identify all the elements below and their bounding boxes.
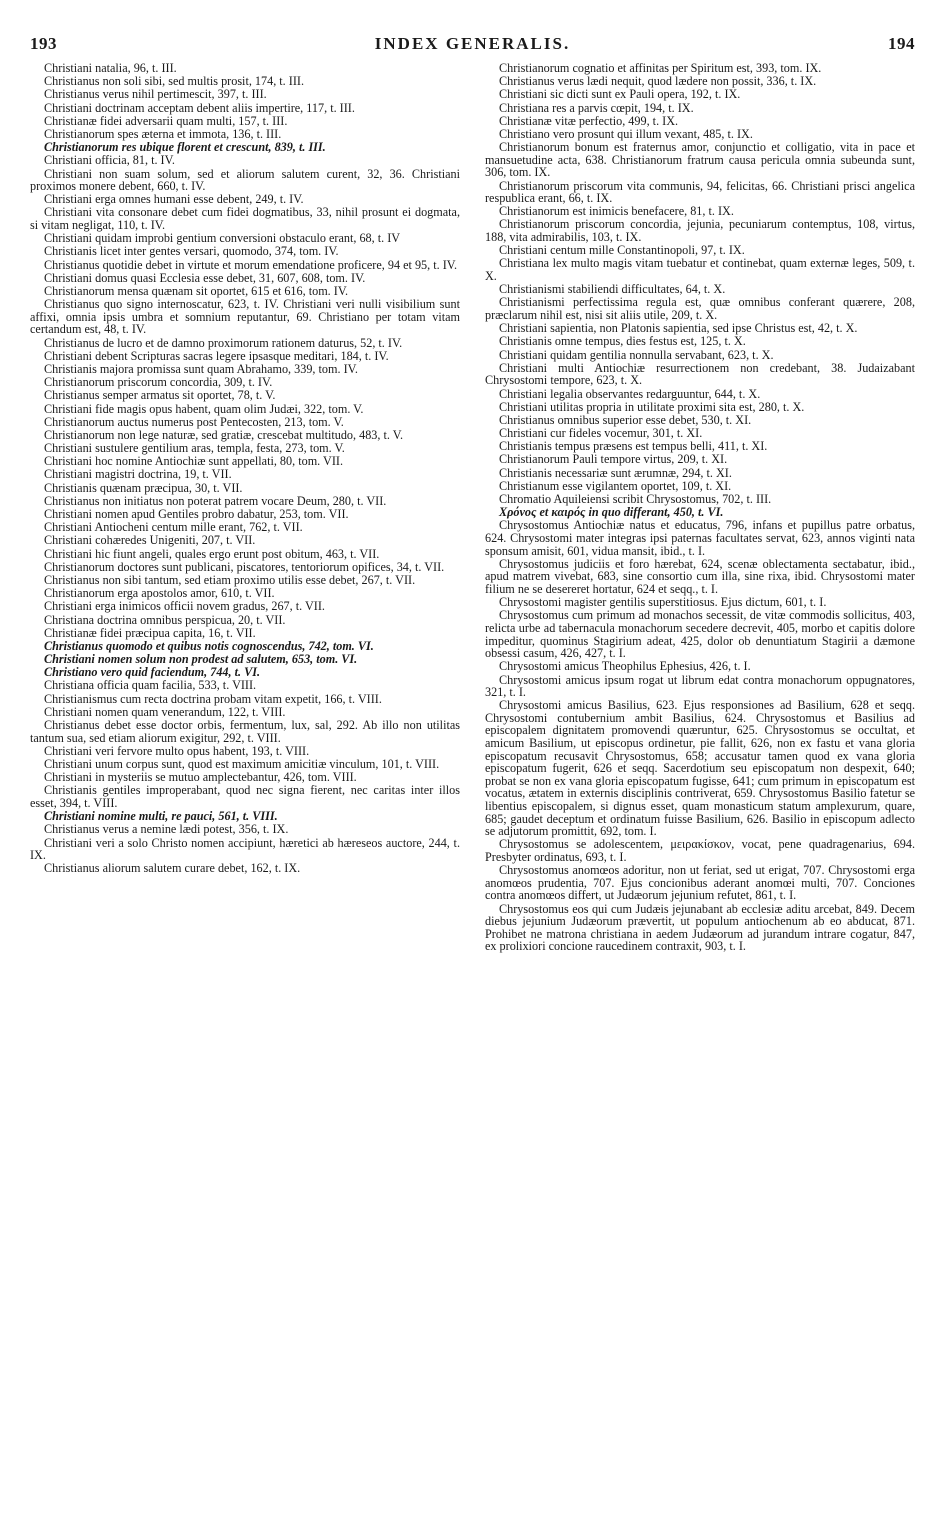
index-entry: Christiani cur fideles vocemur, 301, t. XI. <box>499 426 703 441</box>
index-entry: Christiano vero prosunt qui illum vexant, 485, t. IX. <box>499 126 753 141</box>
index-entry: Chrysostomus anomœos adoritur, non ut feriat, sed ut erigat, 707. Chrysostomi erga anomœos prudentia, 707. Ejus concionibus aderant anomœi multi, 707. Conciones contra anomœos differt, ut Judæorum jejunium refutet, 861, t. I. <box>485 863 915 903</box>
index-entry: Christianorum non lege naturæ, sed gratiæ, crescebat multitudo, 483, t. V. <box>44 427 404 442</box>
index-entry: Christianus quomodo et quibus notis cognoscendus, 742, tom. VI. <box>44 638 374 653</box>
index-entry: Christiani officia, 81, t. IV. <box>44 153 175 168</box>
index-entry: Christianorum priscorum concordia, 309, t. IV. <box>44 375 273 390</box>
index-entry: Χρόνος et καιρός in quo differant, 450, t. VI. <box>499 505 724 520</box>
index-entry: Christianus verus a nemine lædi potest, 356, t. IX. <box>44 822 289 837</box>
index-entry: Christianorum spes æterna et immota, 136, t. III. <box>44 126 282 141</box>
index-entry: Christiani natalia, 96, t. III. <box>44 61 177 75</box>
index-entry: Christiani legalia observantes redarguuntur, 644, t. X. <box>499 386 761 401</box>
index-entry: Christiani sapientia, non Platonis sapientia, sed ipse Christus est, 42, t. X. <box>499 321 858 336</box>
index-entry: Chrysostomi amicus Theophilus Ephesius, 426, t. I. <box>499 659 751 674</box>
index-entry: Christiani nomine multi, re pauci, 561, t. VIII. <box>44 809 278 824</box>
index-entry: Chrysostomi magister gentilis superstitiosus. Ejus dictum, 601, t. I. <box>499 595 827 610</box>
index-entry: Christiani erga inimicos officii novem gradus, 267, t. VII. <box>44 599 325 614</box>
index-entry: Christiani hic fiunt angeli, quales ergo erunt post obitum, 463, t. VII. <box>44 546 380 561</box>
index-entry: Christiani fide magis opus habent, quam olim Judæi, 322, tom. V. <box>44 401 364 416</box>
index-entry: Chromatio Aquileiensi scribit Chrysostomus, 702, t. III. <box>499 492 772 507</box>
index-entry: Christianæ vitæ perfectio, 499, t. IX. <box>499 113 679 128</box>
index-entry: Christiani sustulere gentilium aras, templa, festa, 273, tom. V. <box>44 441 345 456</box>
index-entry: Christianis quænam præcipua, 30, t. VII. <box>44 480 243 495</box>
index-entry: Christiani vita consonare debet cum fidei dogmatibus, 33, nihil prosunt ei dogmata, si vitam negligat, 110, t. IV. <box>30 205 460 233</box>
index-entry: Christianis omne tempus, dies festus est, 125, t. X. <box>499 334 746 349</box>
index-entry: Christianus quo signo internoscatur, 623, t. IV. Christiani veri nulli visibilium sunt affixi, omnia ipsis umbra et somnium reputantur, 69. Christiano per totam vitam certandum est, 48, t. IV. <box>30 297 460 337</box>
index-entry: Christianæ fidei adversarii quam multi, 157, t. III. <box>44 113 288 128</box>
index-entry: Christianus quotidie debet in virtute et morum emendatione proficere, 94 et 95, t. IV. <box>44 257 458 272</box>
index-entry: Christiani quidam gentilia nonnulla servabant, 623, t. X. <box>499 347 774 362</box>
index-entry: Christianorum erga apostolos amor, 610, t. VII. <box>44 586 275 601</box>
index-entry: Christiani unum corpus sunt, quod est maximum amicitiæ vinculum, 101, t. VIII. <box>44 756 440 771</box>
index-entry: Christianus de lucro et de damno proximorum rationem daturus, 52, t. IV. <box>44 335 403 350</box>
index-entry: Christianus non soli sibi, sed multis prosit, 174, t. III. <box>44 74 305 89</box>
index-entry: Christiana officia quam facilia, 533, t. VIII. <box>44 678 257 693</box>
index-entry: Christianum esse vigilantem oportet, 109, t. XI. <box>499 478 732 493</box>
index-entry: Christiani non suam solum, sed et aliorum salutem curent, 32, 36. Christiani proximos monere debent, 660, t. IV. <box>30 166 460 194</box>
index-entry: Christiani in mysteriis se mutuo amplectebantur, 426, tom. VIII. <box>44 770 357 785</box>
index-entry: Christianæ fidei præcipua capita, 16, t. VII. <box>44 625 256 640</box>
index-entry: Christianus verus nihil pertimescit, 397, t. III. <box>44 87 267 102</box>
index-entry: Christianus omnibus superior esse debet, 530, t. XI. <box>499 412 752 427</box>
index-entry: Christiani veri fervore multo opus habent, 193, t. VIII. <box>44 743 310 758</box>
index-entry: Christianorum auctus numerus post Pentecosten, 213, tom. V. <box>44 414 344 429</box>
index-entry: Christiani magistri doctrina, 19, t. VII. <box>44 467 232 482</box>
index-entry: Christiani nomen solum non prodest ad salutem, 653, tom. VI. <box>44 652 358 667</box>
index-entry: Christianorum est inimicis benefacere, 81, t. IX. <box>499 204 734 219</box>
right-column <box>485 62 915 954</box>
index-entry: Christiani hoc nomine Antiochiæ sunt appellati, 80, tom. VII. <box>44 454 344 469</box>
index-entry: Christiani domus quasi Ecclesia esse debet, 31, 607, 608, tom. IV. <box>44 270 366 285</box>
left-column <box>30 62 460 954</box>
index-entry: Christiani erga omnes humani esse debent, 249, t. IV. <box>44 192 304 207</box>
index-entry: Chrysostomi amicus ipsum rogat ut librum edat contra monachorum oppugnatores, 321, t. I. <box>485 672 915 700</box>
index-entry: Christianis tempus præsens est tempus belli, 411, t. XI. <box>499 439 768 454</box>
page-number-left: 193 <box>30 34 57 53</box>
index-entry: Christianus debet esse doctor orbis, fermentum, lux, sal, 292. Ab illo non utilitas tantum sua, sed etiam aliorum exigitur, 292, t. VIII. <box>30 718 460 745</box>
index-entry: Christianus aliorum salutem curare debet, 162, t. IX. <box>44 861 301 876</box>
index-entry: Christianis majora promissa sunt quam Abrahamo, 339, tom. IV. <box>44 361 358 376</box>
index-entry: Christiani doctrinam acceptam debent aliis impertire, 117, t. III. <box>44 100 355 115</box>
index-entry: Christianus verus lædi nequit, quod lædere non possit, 336, t. IX. <box>499 74 817 89</box>
index-entry: Christianis gentiles improperabant, quod nec signa fierent, nec caritas inter illos esset, 394, t. VIII. <box>30 783 460 810</box>
index-entry: Christiani cohæredes Unigeniti, 207, t. VII. <box>44 533 256 548</box>
page-number-right: 194 <box>888 34 915 53</box>
index-entry: Christianorum res ubique florent et crescunt, 839, t. III. <box>44 140 326 155</box>
index-entry: Christiani debent Scripturas sacras legere ipsasque meditari, 184, t. IV. <box>44 348 389 363</box>
index-entry: Christianorum Pauli tempore virtus, 209, t. XI. <box>499 452 728 467</box>
index-entry: Christiani nomen apud Gentiles probro dabatur, 253, tom. VII. <box>44 507 349 521</box>
index-entry: Christiana res a parvis cœpit, 194, t. IX. <box>499 100 694 115</box>
index-entry: Chrysostomi amicus Basilius, 623. Ejus responsiones ad Basilium, 628 et seqq. Chrysostomi contubernium ambit Basilius, 624. Chrysostomus et Basilius ad episcopalem dignitatem promovendi quæruntur, 625. Chrysostomus se occultat, et amicum Basilium, ut episcopus ordinetur, pie fallit, 626, non ex fastu et vana gloria episcopatum recusavit Chrysostomus, 658; accusatur tamen quod ex vana gloria episcopatum fugerit, 626 et seqq. Sacerdotium seu episcopatum non despexit, 640; probat se non ex vana gloria episcopatum fugisse, 641; cum primum in episcopatum est vocatus, ætatem in externis disciplinis contriverat, 659. Chrysostomus Basilio fatetur se libentius episcopalem, si dignus esset, quam monasticum statum amplexurum, quare, 685; gaudet deceptum et ordinatum fuisse Basilium, 626. Basilio in episcopum adlecto se adjutorum promittit, 692, tom. I. <box>485 698 915 839</box>
index-entry: Chrysostomus se adolescentem, μειρακίσκον, vocat, pene quadragenarius, 694. Presbyter ordinatus, 693, t. I. <box>485 837 915 864</box>
index-entry: Christiani multi Antiochiæ resurrectionem non credebant, 38. Judaizabant Chrysostomi tempore, 623, t. X. <box>485 360 915 388</box>
index-entry: Christiani veri a solo Christo nomen accipiunt, hæretici ab hæreseos auctore, 244, t. IX. <box>30 835 460 863</box>
index-entry: Christiana doctrina omnibus perspicua, 20, t. VII. <box>44 612 286 627</box>
index-entry: Chrysostomus judiciis et foro hærebat, 624, scenæ oblectamenta sectabatur, ibid., apud matrem vivebat, 683, sine consortio cum illa, sine rixa, ibid. Chrysostomi mater filium ne se desereret hortatur, 624 et seqq., t. I. <box>485 556 915 596</box>
index-entry: Christianismi perfectissima regula est, quæ omnibus conferant quærere, 208, præclarum nihil est, nisi sit aliis utile, 209, t. X. <box>485 295 915 322</box>
index-entry: Christianismi stabiliendi difficultates, 64, t. X. <box>499 282 726 297</box>
index-entry: Christiani centum mille Constantinopoli, 97, t. IX. <box>499 243 745 258</box>
running-head <box>30 0 915 62</box>
index-entry: Christianus non initiatus non poterat patrem vocare Deum, 280, t. VII. <box>44 493 387 508</box>
index-entry: Christianorum cognatio et affinitas per Spiritum est, 393, tom. IX. <box>499 61 822 75</box>
page-title: INDEX GENERALIS. <box>374 34 571 53</box>
index-entry: Christianorum doctores sunt publicani, piscatores, tentoriorum opifices, 34, t. VII. <box>44 559 445 574</box>
index-entry: Chrysostomus cum primum ad monachos secessit, de vitæ commodis sollicitus, 403, relicta urbe ad tabernacula monachorum secedere decrevit, 405, morbo et capitis dolore impeditur, quominus Stagirium adeat, 425, dolor ob denuntiatum Stagirii a dæmone obsessi casum, 426, 427, t. I. <box>485 608 915 661</box>
index-entry: Christiano vero quid faciendum, 744, t. VI. <box>44 665 261 680</box>
index-entry: Chrysostomus Antiochiæ natus et educatus, 796, infans et pupillus patre orbatus, 624. Chrysostomi mater integras ipsi paternas facultates servat, 623, annos viginti nata sponsum amisit, 601, vidua mansit, ibid., t. I. <box>485 518 915 558</box>
index-entry: Christianus semper armatus sit oportet, 78, t. V. <box>44 388 276 403</box>
index-entry: Christiani sic dicti sunt ex Pauli opera, 192, t. IX. <box>499 87 741 102</box>
index-entry: Christiana lex multo magis vitam tuebatur et continebat, quam externæ leges, 509, t. X. <box>485 256 915 284</box>
index-entry: Christianis necessariæ sunt ærumnæ, 294, t. XI. <box>499 465 732 480</box>
index-entry: Christianorum mensa quænam sit oportet, 615 et 616, tom. IV. <box>44 284 349 298</box>
index-entry: Christiani Antiocheni centum mille erant, 762, t. VII. <box>44 520 303 535</box>
index-entry: Christiani quidam improbi gentium conversioni obstaculo erant, 68, t. IV <box>44 231 401 246</box>
index-entry: Christianismus cum recta doctrina probam vitam expetit, 166, t. VIII. <box>44 691 382 706</box>
index-entry: Christianorum bonum est fraternus amor, conjunctio et colligatio, vita in pace et mansuetudine acta, 638. Christianorum fratrum causa pericula omnia subeunda sunt, 306, tom. IX. <box>485 140 915 180</box>
index-entry: Chrysostomus eos qui cum Judæis jejunabant ab ecclesiæ aditu arcebat, 849. Decem diebus jejunium Judæorum prævertit, ut populum antiochenum ab eo abducat, 871. Prohibet ne matrona christiana in aedem Judæorum ad jurandum intrare cogatur, 847, ex prolixiori concione raucedinem contraxit, 903, t. I. <box>485 901 915 954</box>
index-entry: Christianis licet inter gentes versari, quomodo, 374, tom. IV. <box>44 244 339 259</box>
index-entry: Christianorum priscorum vita communis, 94, felicitas, 66. Christiani prisci angelica respublica erant, 66, t. IX. <box>485 178 915 206</box>
index-entry: Christiani nomen quam venerandum, 122, t. VIII. <box>44 704 286 719</box>
index-entry: Christianorum priscorum concordia, jejunia, pecuniarum contemptus, 108, virtus, 188, vita admirabilis, 103, t. IX. <box>485 217 915 245</box>
index-columns <box>30 62 915 954</box>
index-entry: Christiani utilitas propria in utilitate proximi sita est, 280, t. X. <box>499 399 805 414</box>
index-entry: Christianus non sibi tantum, sed etiam proximo utilis esse debet, 267, t. VII. <box>44 572 416 587</box>
